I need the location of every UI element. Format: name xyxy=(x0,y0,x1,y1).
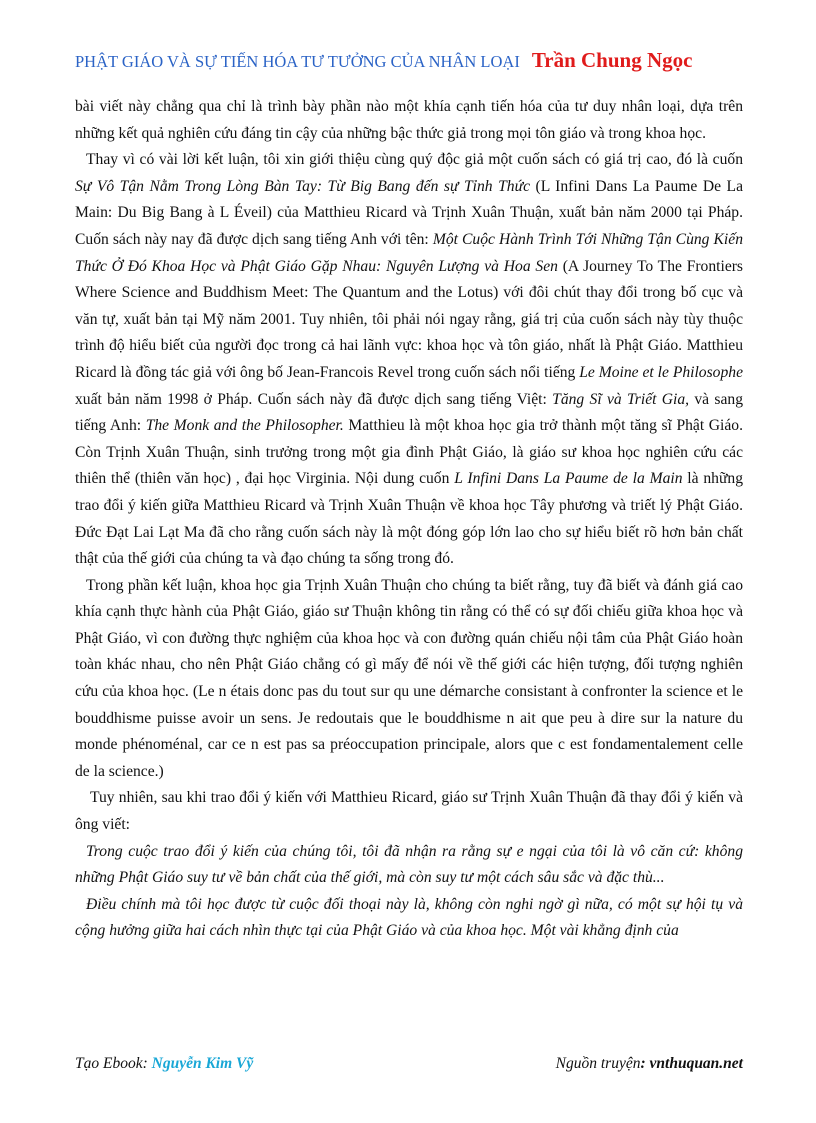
paragraph-1: bài viết này chẳng qua chỉ là trình bày phần nào một khía cạnh tiến hóa của tư duy nhân loại, dựa trên những kết quả nghiên cứu đáng tin cậy của những bậc thức giả trong mọi tôn giáo và trong khoa học. xyxy=(75,98,743,142)
book-title: PHẬT GIÁO VÀ SỰ TIẾN HÓA TƯ TƯỞNG CỦA NHÂN LOẠI xyxy=(75,52,520,71)
source-label: Nguồn truyện xyxy=(555,1055,641,1072)
book-title-le-moine: Le Moine et le Philosophe xyxy=(579,363,743,381)
quote-2: Điều chính mà tôi học được từ cuộc đối thoại này là, không còn nghi ngờ gì nữa, có một sự hội tụ và cộng hưởng giữa hai cách nhìn thực tại của Phật Giáo và của khoa học. Một vài khẳng định của xyxy=(75,895,743,940)
paragraph-2 xyxy=(75,147,743,573)
ebook-creator-name: Nguyễn Kim Vỹ xyxy=(151,1055,254,1072)
page-header xyxy=(75,48,755,73)
book-title-monk: The Monk and the Philosopher. xyxy=(145,417,344,435)
paragraph-2-text-c: (L Infini Dans La Paume De La Main: Du Big Bang à L Éveil) của Matthieu Ricard và Trịnh Xuân Thuận, xuất bản năm 2000 tại Pháp. Cuốn sách này nay đã được dịch sang tiếng Anh với tên: xyxy=(75,177,743,248)
ebook-separator: : xyxy=(142,1055,152,1072)
document-body xyxy=(75,94,743,945)
source-site[interactable]: vnthuquan.net xyxy=(649,1055,743,1072)
author-name: Trần Chung Ngọc xyxy=(531,48,693,72)
paragraph-2-text-g: xuất bản năm 1998 ở Pháp. Cuốn sách này đã được dịch sang tiếng Việt: xyxy=(75,390,553,408)
ebook-label: Tạo Ebook xyxy=(75,1055,143,1072)
paragraph-2-text-a: Thay vì có vài lời kết luận, tôi xin giới thiệu cùng quý độc giả một cuốn sách có giá trị cao, đó là cuốn xyxy=(86,151,743,169)
source-credit xyxy=(556,1055,743,1073)
quote-1: Trong cuộc trao đổi ý kiến của chúng tôi, tôi đã nhận ra rằng sự e ngại của tôi là vô căn cứ: không những Phật Giáo suy tư về bản chất của thế giới, mà còn suy tư một cách sâu sắc và đặc thù... xyxy=(75,842,743,887)
source-separator: : xyxy=(640,1055,650,1072)
paragraph-3: Trong phần kết luận, khoa học gia Trịnh Xuân Thuận cho chúng ta biết rằng, tuy đã biết và đánh giá cao khía cạnh thực hành của Phật Giáo, giáo sư Thuận không tin rằng có thể có sự đối chiếu giữa khoa học và Phật Giáo, vì con đường thực nghiệm của khoa học và con đường quán chiếu nội tâm của Phật Giáo hoàn toàn khác nhau, cho nên Phật Giáo chẳng có gì mấy để nói về thế giới các hiện tượng, đối tượng nghiên cứu của khoa học. (Le n étais donc pas du tout sur qu une démarche consistant à confronter la science et le bouddhisme puisse avoir un sens. Je redoutais que le bouddhisme n ait que peu à dire sur la nature du monde phénoménal, car ce n est pas sa préoccupation principale, alors que c est fondamentalement celle de la science.) xyxy=(75,576,743,780)
book-title-linfini: L Infini Dans La Paume de la Main xyxy=(454,470,683,488)
book-title-cuoc-hanh-trinh: Một Cuộc Hành Trình Tới Những Tận Cùng Kiến Thức Ở Đó Khoa Học và Phật Giáo Gặp Nhau: Nguyên Lượng và Hoa Sen xyxy=(75,230,743,275)
ebook-credit xyxy=(75,1055,253,1073)
paragraph-2-text-e: (A Journey To The Frontiers Where Science and Buddhism Meet: The Quantum and the Lotus) với đôi chút thay đổi trong bố cục và văn tự, xuất bản tại Mỹ năm 2001. Tuy nhiên, tôi phải nói ngay rằng, giá trị của cuốn sách này tùy thuộc trình độ hiểu biết của người đọc trong cả hai lãnh vực: khoa học và tôn giáo, nhất là Phật Giáo. Matthieu Ricard là đồng tác giả với ông bố Jean-Francois Revel trong cuốn sách nổi tiếng xyxy=(75,257,744,381)
paragraph-2-text-m: là những trao đổi ý kiến giữa Matthieu Ricard và Trịnh Xuân Thuận về khoa học Tây phương và triết lý Phật Giáo. Đức Đạt Lai Lạt Ma đã cho rằng cuốn sách này là một đóng góp lớn lao cho sự hiểu biết rõ hơn bản chất thật của thế giới của chúng ta và đạo chúng ta sống trong đó. xyxy=(75,470,744,568)
book-title-vo-tan: Sự Vô Tận Nằm Trong Lòng Bàn Tay: Từ Big Bang đến sự Tỉnh Thức xyxy=(75,177,530,195)
paragraph-4: Tuy nhiên, sau khi trao đổi ý kiến với Matthieu Ricard, giáo sư Trịnh Xuân Thuận đã thay đổi ý kiến và ông viết: xyxy=(75,789,743,834)
paragraph-2-text-i: và sang tiếng Anh: xyxy=(75,390,743,435)
paragraph-2-text-k: Matthieu là một khoa học gia trở thành một tăng sĩ Phật Giáo. Còn Trịnh Xuân Thuận, sinh trưởng trong một gia đình Phật Giáo, là giáo sư khoa học nghiên cứu các thiên thể (thiên văn học) , đại học Virginia. Nội dung cuốn xyxy=(75,417,743,488)
book-title-tang-si: Tăng Sĩ và Triết Gia, xyxy=(552,390,690,408)
